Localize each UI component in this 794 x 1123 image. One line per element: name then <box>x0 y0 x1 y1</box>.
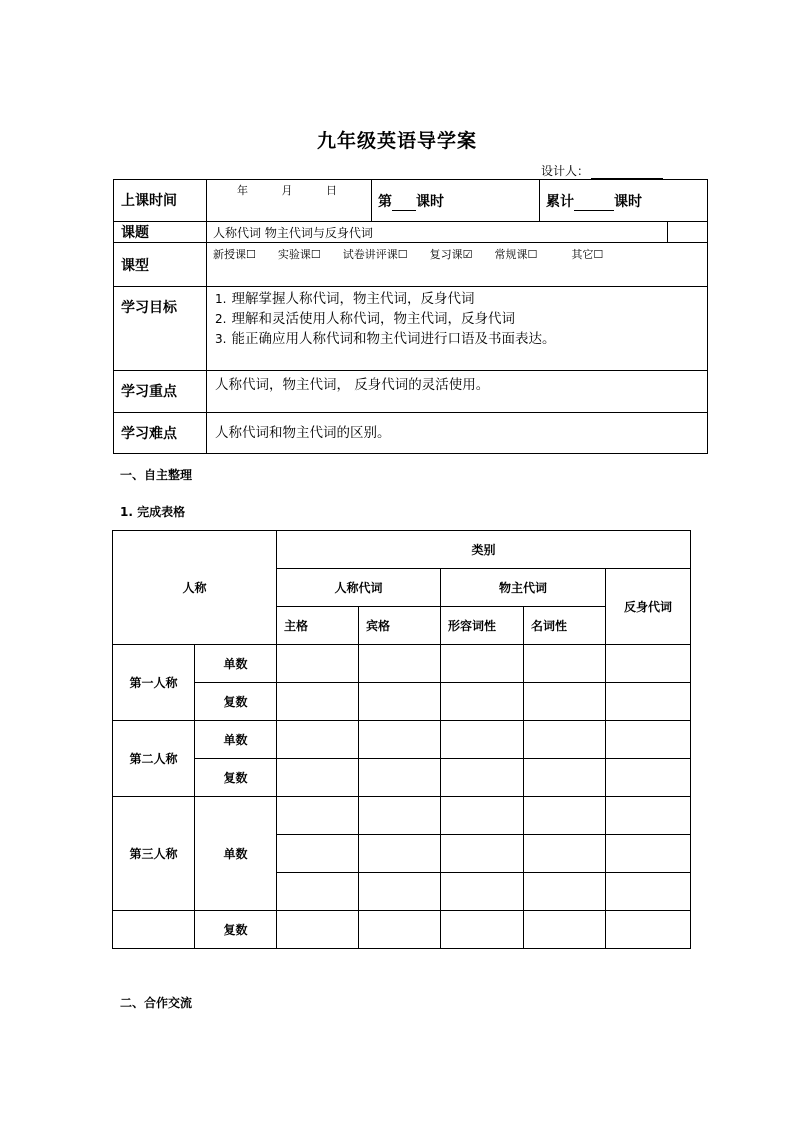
type-option-experiment[interactable]: 实验课☐ <box>277 248 321 261</box>
answer-cell[interactable] <box>524 721 606 759</box>
section-self-study: 一、自主整理 <box>120 468 193 482</box>
answer-cell[interactable] <box>359 797 441 835</box>
header-subject-case: 主格 <box>277 607 359 645</box>
answer-cell[interactable] <box>359 721 441 759</box>
answer-cell[interactable] <box>277 721 359 759</box>
class-time-label: 上课时间 <box>114 180 207 222</box>
designer-field <box>541 162 663 179</box>
type-option-new[interactable]: 新授课☐ <box>213 248 256 261</box>
header-adjectival-possessive: 形容词性 <box>441 607 524 645</box>
answer-cell[interactable] <box>441 797 524 835</box>
lesson-info-table <box>113 179 708 454</box>
answer-cell[interactable] <box>441 873 524 911</box>
answer-cell[interactable] <box>277 911 359 949</box>
type-option-regular[interactable]: 常规课☐ <box>494 248 538 261</box>
header-nominal-possessive: 名词性 <box>524 607 606 645</box>
difficulty-label: 学习难点 <box>114 413 207 454</box>
total-lessons-cell[interactable] <box>540 180 708 222</box>
type-option-exam-review[interactable]: 试卷讲评课☐ <box>342 248 408 261</box>
pronoun-table <box>112 530 691 949</box>
row-singular: 单数 <box>195 645 277 683</box>
answer-cell[interactable] <box>441 721 524 759</box>
focus-value: 人称代词，物主代词， 反身代词的灵活使用。 <box>207 371 708 413</box>
answer-cell[interactable] <box>524 759 606 797</box>
header-category: 类别 <box>277 531 691 569</box>
answer-cell[interactable] <box>359 911 441 949</box>
answer-cell[interactable] <box>441 911 524 949</box>
answer-cell[interactable] <box>524 911 606 949</box>
lesson-prefix: 第 <box>378 193 392 210</box>
answer-cell[interactable] <box>441 645 524 683</box>
row-singular: 单数 <box>195 721 277 759</box>
section-cooperation: 二、合作交流 <box>120 996 193 1010</box>
answer-cell[interactable] <box>524 873 606 911</box>
goal-item: 2. 理解和灵活使用人称代词，物主代词，反身代词 <box>215 311 515 327</box>
goals-label: 学习目标 <box>114 287 207 371</box>
row-third-person: 第三人称 <box>113 797 195 911</box>
topic-value[interactable]: 人称代词 物主代词与反身代词 <box>207 222 668 243</box>
goals-list <box>207 287 708 371</box>
topic-extra-cell <box>668 222 708 243</box>
answer-cell[interactable] <box>359 835 441 873</box>
answer-cell[interactable] <box>606 645 691 683</box>
answer-cell[interactable] <box>359 645 441 683</box>
header-personal-pronoun: 人称代词 <box>277 569 441 607</box>
answer-cell[interactable] <box>524 683 606 721</box>
row-plural: 复数 <box>195 911 277 949</box>
date-day: 日 <box>326 184 337 197</box>
answer-cell[interactable] <box>359 759 441 797</box>
type-option-other[interactable]: 其它☐ <box>571 248 604 261</box>
lesson-suffix: 课时 <box>416 193 444 210</box>
row-plural: 复数 <box>195 759 277 797</box>
header-person: 人称 <box>113 531 277 645</box>
date-year: 年 <box>237 184 248 197</box>
answer-cell[interactable] <box>441 683 524 721</box>
subsection-complete-table: 1. 完成表格 <box>120 505 186 519</box>
page-title: 九年级英语导学案 <box>316 130 477 152</box>
designer-label: 设计人： <box>541 164 590 178</box>
answer-cell[interactable] <box>359 873 441 911</box>
answer-cell[interactable] <box>524 797 606 835</box>
lesson-number-cell[interactable] <box>372 180 540 222</box>
lesson-type-options <box>207 243 708 287</box>
answer-cell[interactable] <box>277 873 359 911</box>
answer-cell[interactable] <box>606 873 691 911</box>
row-first-person: 第一人称 <box>113 645 195 721</box>
header-object-case: 宾格 <box>359 607 441 645</box>
topic-label: 课题 <box>114 222 207 243</box>
answer-cell[interactable] <box>606 759 691 797</box>
answer-cell[interactable] <box>277 683 359 721</box>
date-cell[interactable] <box>207 180 372 222</box>
row-second-person: 第二人称 <box>113 721 195 797</box>
answer-cell[interactable] <box>524 835 606 873</box>
goal-item: 1. 理解掌握人称代词，物主代词，反身代词 <box>215 291 475 307</box>
row-plural: 复数 <box>195 683 277 721</box>
answer-cell[interactable] <box>606 683 691 721</box>
answer-cell[interactable] <box>277 797 359 835</box>
type-option-revision[interactable]: 复习课☑ <box>429 248 473 261</box>
answer-cell[interactable] <box>606 721 691 759</box>
date-month: 月 <box>281 184 293 197</box>
lesson-type-label: 课型 <box>114 243 207 287</box>
answer-cell[interactable] <box>441 759 524 797</box>
answer-cell[interactable] <box>277 759 359 797</box>
goal-item: 3. 能正确应用人称代词和物主代词进行口语及书面表达。 <box>215 331 556 347</box>
answer-cell[interactable] <box>606 911 691 949</box>
lesson-number-blank[interactable] <box>392 196 416 211</box>
total-number-blank[interactable] <box>574 196 614 211</box>
answer-cell[interactable] <box>606 835 691 873</box>
answer-cell[interactable] <box>277 835 359 873</box>
answer-cell[interactable] <box>441 835 524 873</box>
total-prefix: 累计 <box>546 193 574 210</box>
difficulty-value: 人称代词和物主代词的区别。 <box>207 413 708 454</box>
answer-cell[interactable] <box>359 683 441 721</box>
header-reflexive-pronoun: 反身代词 <box>606 569 691 645</box>
empty-cell <box>113 911 195 949</box>
total-suffix: 课时 <box>614 193 642 210</box>
answer-cell[interactable] <box>606 797 691 835</box>
answer-cell[interactable] <box>524 645 606 683</box>
row-singular: 单数 <box>195 797 277 911</box>
focus-label: 学习重点 <box>114 371 207 413</box>
designer-blank[interactable] <box>591 166 663 179</box>
header-possessive-pronoun: 物主代词 <box>441 569 606 607</box>
answer-cell[interactable] <box>277 645 359 683</box>
